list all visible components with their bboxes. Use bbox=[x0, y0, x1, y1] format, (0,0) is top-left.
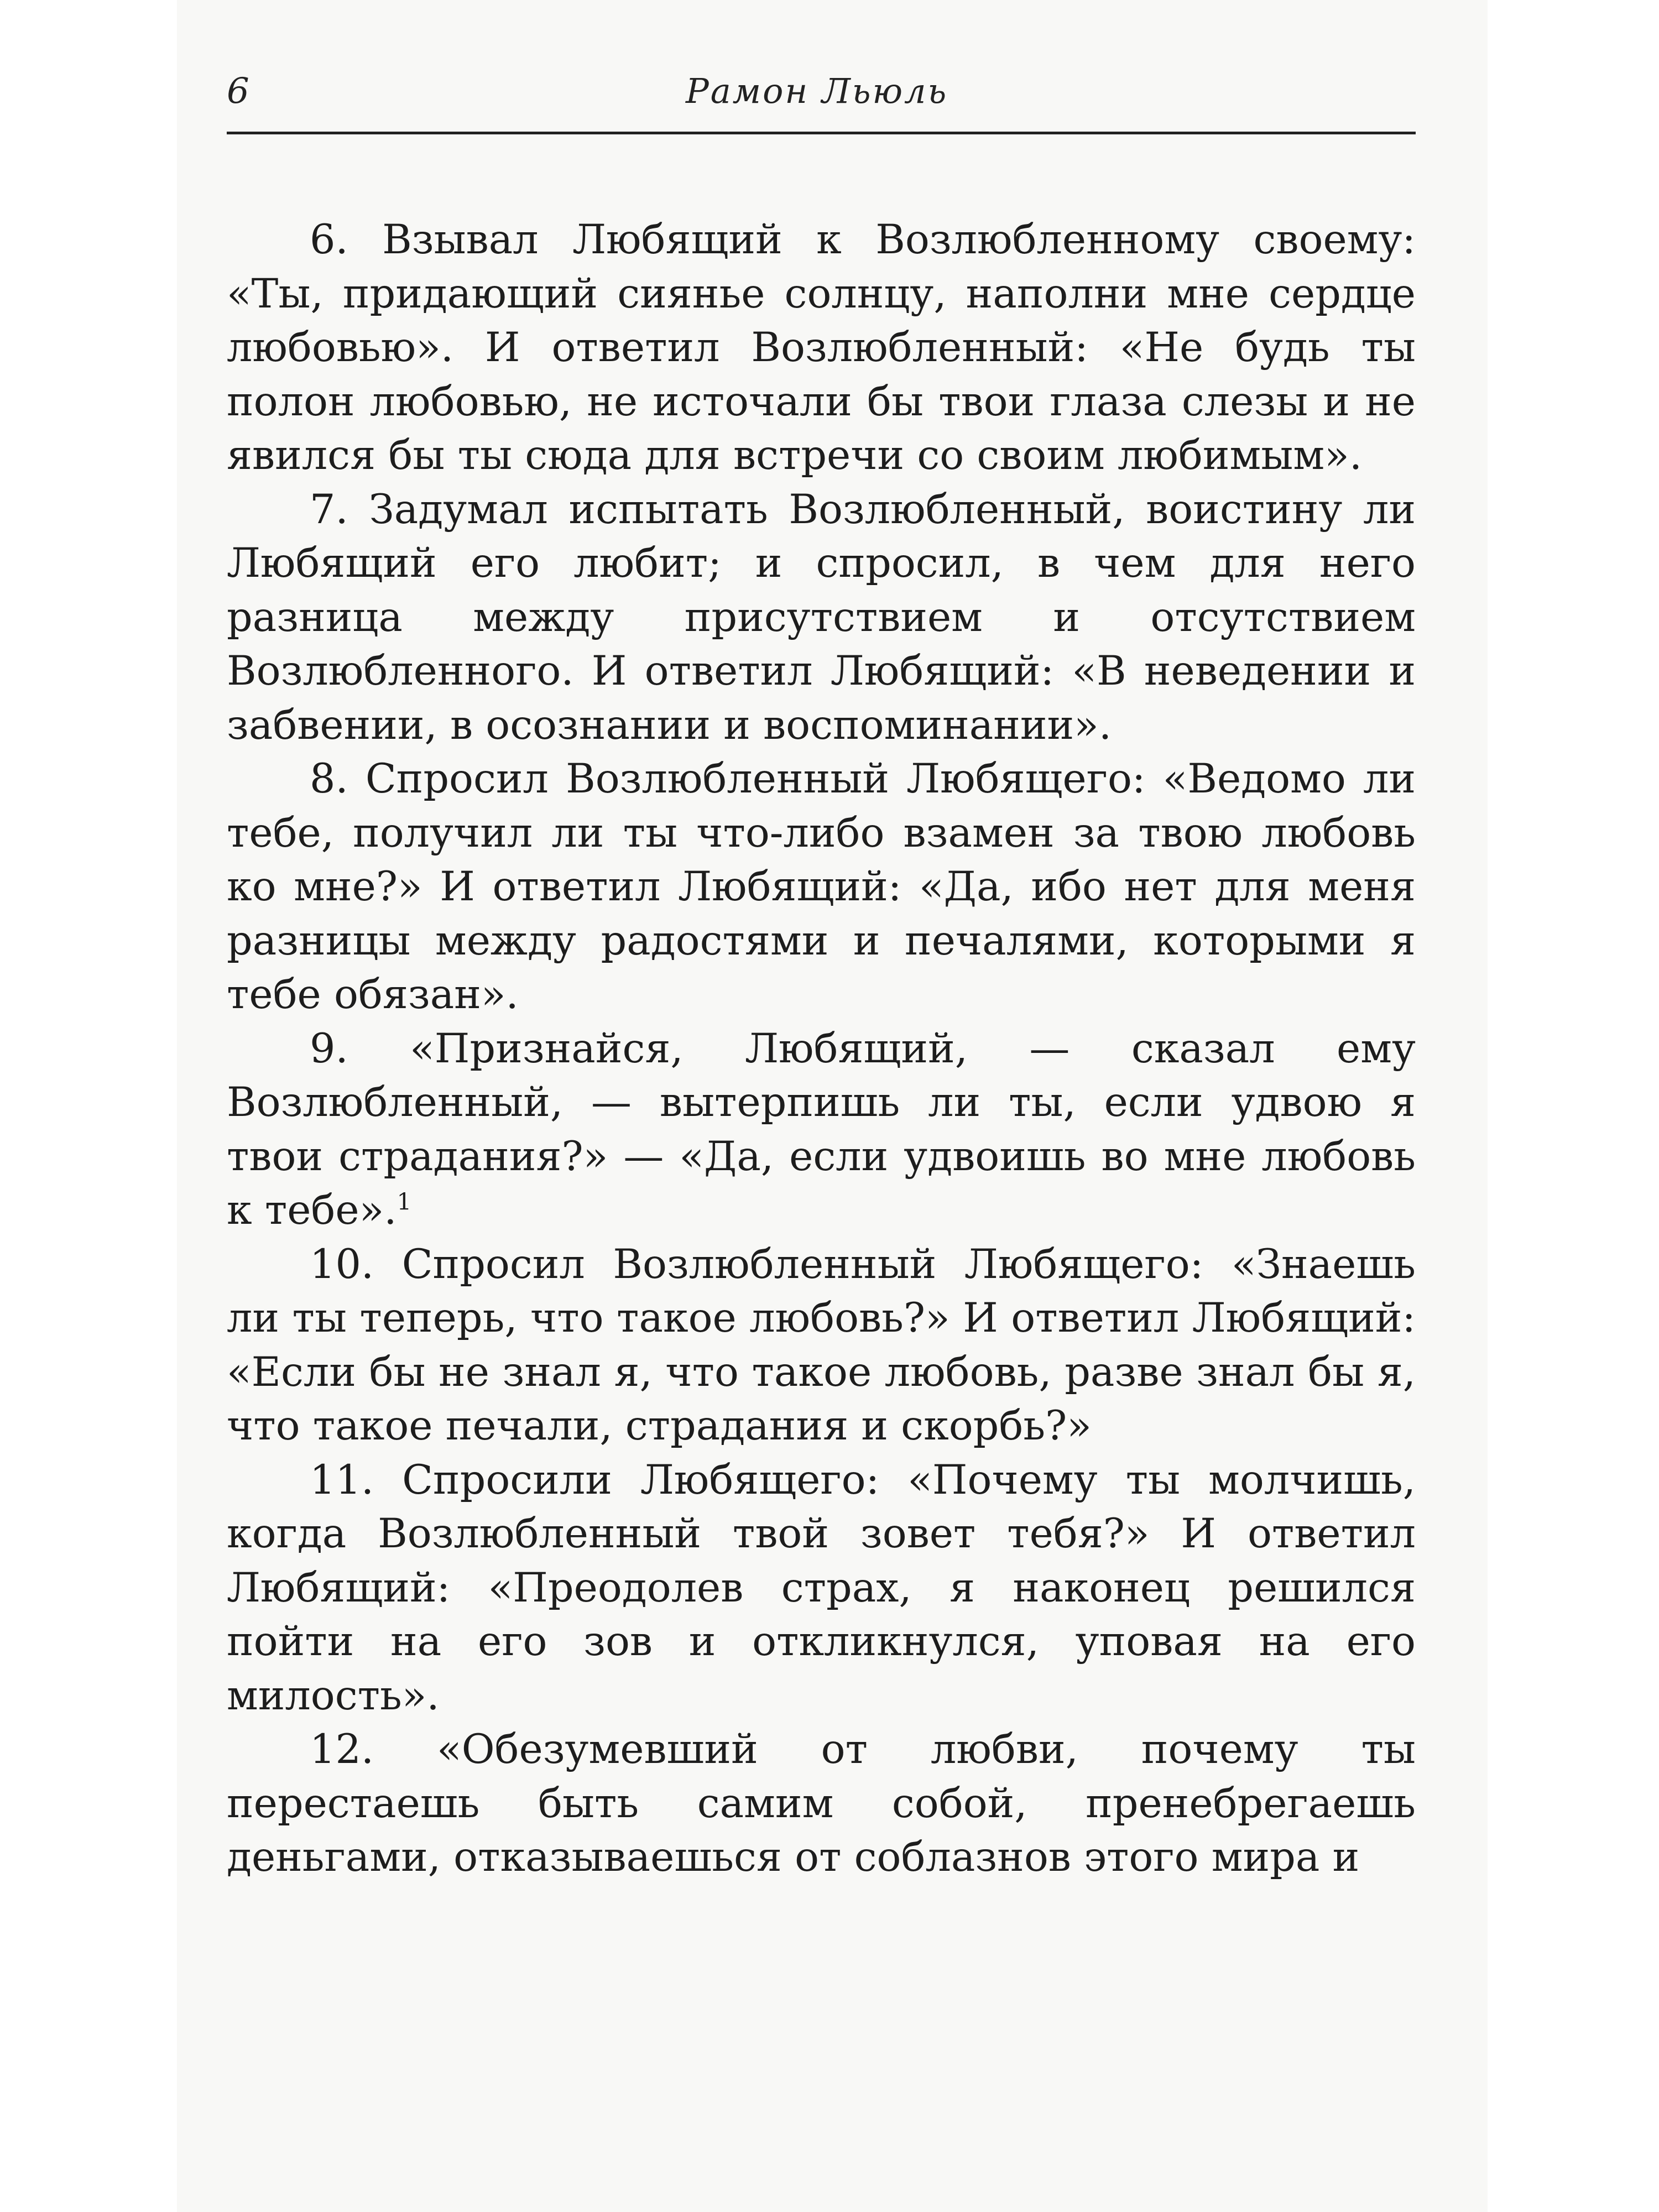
paragraph-text: 10. Спросил Возлюбленный Любящего: «Знаешь ли ты теперь, что такое любовь?» И ответил Любящий: «Если бы не знал я, что такое любовь, разве знал бы я, что такое печали, страдания и скорбь?» bbox=[227, 1240, 1416, 1449]
paragraph-text: 11. Спросили Любящего: «Почему ты молчишь, когда Возлюбленный твой зовет тебя?» И ответил Любящий: «Преодолев страх, я наконец решился пойти на его зов и откликнулся, уповая на его милость». bbox=[227, 1456, 1416, 1719]
paragraph-8 bbox=[227, 752, 1416, 1022]
page-number: 6 bbox=[227, 71, 249, 112]
paragraph-12 bbox=[227, 1723, 1416, 1885]
paragraph-11 bbox=[227, 1453, 1416, 1723]
paragraph-9 bbox=[227, 1022, 1416, 1238]
paragraph-text: 6. Взывал Любящий к Возлюбленному своему: «Ты, придающий сиянье солнцу, наполни мне сердце любовью». И ответил Возлюбленный: «Не будь ты полон любовью, не источали бы твои глаза слезы и не явился бы ты сюда для встречи со своим любимым». bbox=[227, 216, 1416, 479]
paragraph-6 bbox=[227, 213, 1416, 483]
paragraph-text: 7. Задумал испытать Возлюбленный, воистину ли Любящий его любит; и спросил, в чем для него разница между присутствием и отсутствием Возлюбленного. И ответил Любящий: «В неведении и забвении, в осознании и воспоминании». bbox=[227, 486, 1416, 749]
paragraph-text: 9. «Признайся, Любящий, — сказал ему Возлюбленный, — вытерпишь ли ты, если удвою я твои страдания?» — «Да, если удвоишь во мне любовь к тебе». bbox=[227, 1025, 1416, 1234]
paragraph-7 bbox=[227, 483, 1416, 753]
footnote-ref: 1 bbox=[397, 1188, 412, 1215]
body-text bbox=[227, 213, 1416, 1885]
paragraph-10 bbox=[227, 1238, 1416, 1453]
paragraph-text: 12. «Обезумевший от любви, почему ты перестаешь быть самим собой, пренебрегаешь деньгами, отказываешься от соблазнов этого мира и bbox=[227, 1726, 1416, 1881]
paragraph-text: 8. Спросил Возлюбленный Любящего: «Ведомо ли тебе, получил ли ты что-либо взамен за твою любовь ко мне?» И ответил Любящий: «Да, ибо нет для меня разницы между радостями и печалями, которыми я тебе обязан». bbox=[227, 755, 1416, 1018]
running-head: Рамон Льюль bbox=[686, 71, 948, 111]
page-header bbox=[227, 65, 1416, 134]
